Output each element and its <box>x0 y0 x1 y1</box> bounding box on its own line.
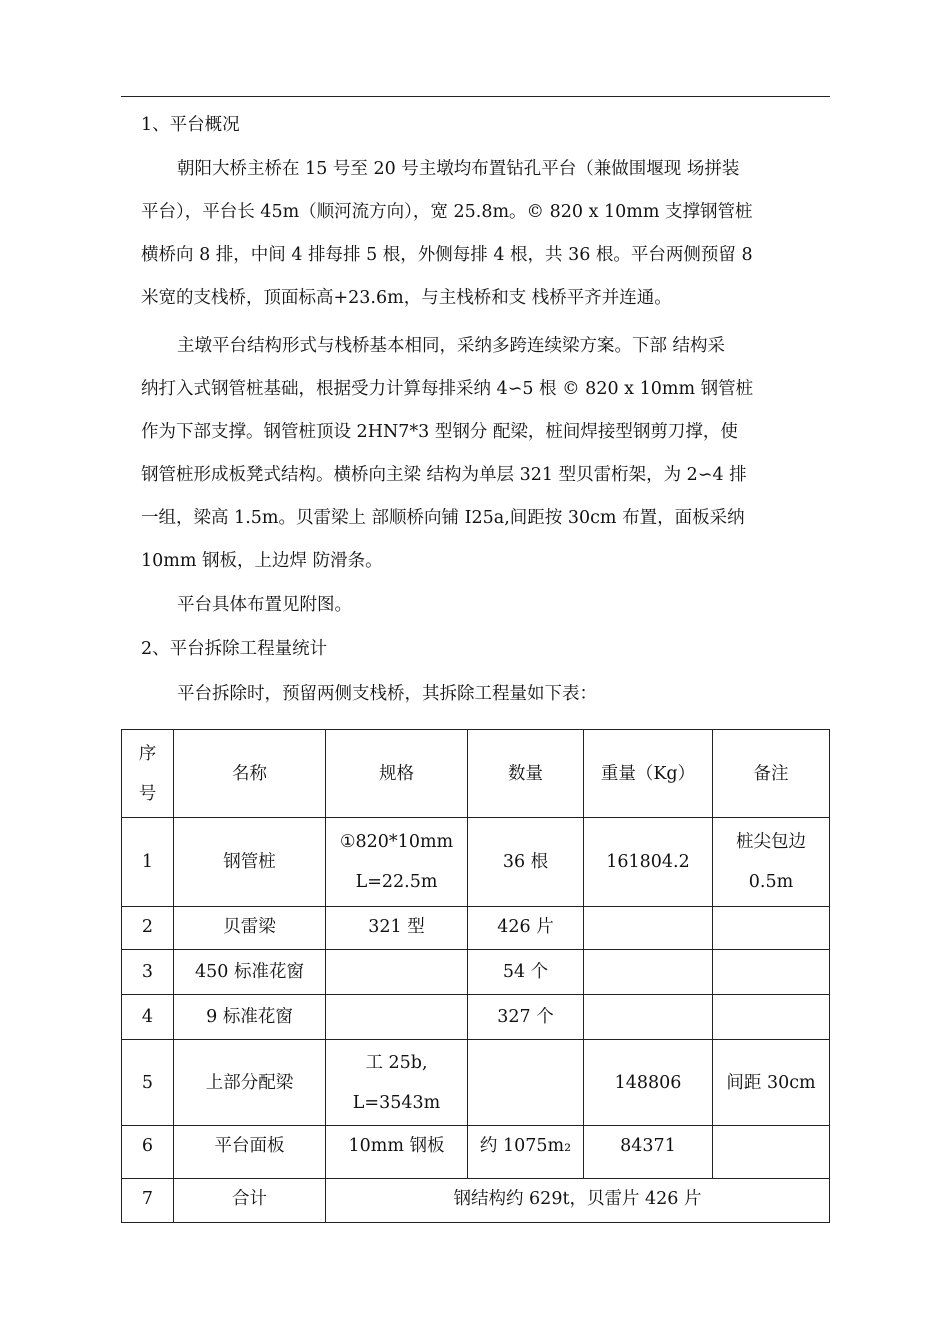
section-1-paragraph-1 <box>141 148 831 320</box>
cell-weight <box>584 995 713 1040</box>
table-row <box>122 1040 830 1126</box>
section-2-heading: 2、平台拆除工程量统计 <box>141 639 328 659</box>
cell-note <box>713 950 830 995</box>
cell-no: 3 <box>122 950 174 995</box>
paragraph-line: 10mm 钢板，上边焊 防滑条。 <box>141 551 383 571</box>
cell-spec-line: L=3543m <box>352 1092 441 1113</box>
cell-spec <box>326 1040 468 1126</box>
paragraph-line: 主墩平台结构形式与栈桥基本相同，采纳多跨连续梁方案。下部 结构采 <box>177 336 726 356</box>
cell-spec <box>326 818 468 907</box>
cell-name: 450 标准花窗 <box>174 950 326 995</box>
cell-no: 1 <box>122 818 174 907</box>
table-row <box>122 1179 830 1223</box>
cell-qty: 约 1075m₂ <box>468 1126 584 1179</box>
cell-no: 5 <box>122 1040 174 1126</box>
cell-name: 上部分配梁 <box>174 1040 326 1126</box>
cell-qty: 327 个 <box>468 995 584 1040</box>
cell-no: 7 <box>122 1179 174 1223</box>
cell-weight <box>584 950 713 995</box>
table-header-row <box>122 730 830 818</box>
cell-spec: 321 型 <box>326 907 468 950</box>
paragraph-line: 米宽的支栈桥，顶面标高+23.6m，与主栈桥和支 栈桥平齐并连通。 <box>141 288 672 308</box>
header-rule <box>121 96 830 97</box>
paragraph-line: 平台），平台长 45m（顺河流方向），宽 25.8m。© 820 x 10mm 支撑钢管桩 <box>141 202 753 222</box>
cell-no: 4 <box>122 995 174 1040</box>
cell-spec-line: ①820*10mm <box>339 832 454 852</box>
cell-weight: 161804.2 <box>584 818 713 907</box>
header-qty: 数量 <box>468 730 584 818</box>
cell-no: 6 <box>122 1126 174 1179</box>
paragraph-line: 朝阳大桥主桥在 15 号至 20 号主墩均布置钻孔平台（兼做围堰现 场拼装 <box>177 159 740 179</box>
table-row <box>122 907 830 950</box>
cell-note <box>713 1126 830 1179</box>
cell-spec: 10mm 钢板 <box>326 1126 468 1179</box>
table-row <box>122 995 830 1040</box>
cell-weight <box>584 907 713 950</box>
section-1-paragraph-2 <box>141 325 831 583</box>
cell-note <box>713 907 830 950</box>
cell-name: 合计 <box>174 1179 326 1223</box>
header-no-line: 序 <box>138 743 157 764</box>
cell-name: 平台面板 <box>174 1126 326 1179</box>
cell-spec-line: 工 25b, <box>365 1052 428 1073</box>
quantity-table <box>121 729 830 1223</box>
cell-no: 2 <box>122 907 174 950</box>
cell-qty: 36 根 <box>468 818 584 907</box>
cell-spec-line: L=22.5m <box>355 872 438 892</box>
section-1-paragraph-3: 平台具体布置见附图。 <box>177 595 352 615</box>
header-no-line: 号 <box>138 783 157 804</box>
header-no <box>122 730 174 818</box>
paragraph-line: 钢管桩形成板凳式结构。横桥向主梁 结构为单层 321 型贝雷桁架，为 2∽4 排 <box>141 465 747 485</box>
cell-note <box>713 818 830 907</box>
cell-name: 9 标准花窗 <box>174 995 326 1040</box>
paragraph-line: 一组，梁高 1.5m。贝雷梁上 部顺桥向铺 I25a,间距按 30cm 布置，面板采纳 <box>141 508 745 528</box>
header-weight: 重量（Kg） <box>584 730 713 818</box>
paragraph-line: 纳打入式钢管桩基础，根据受力计算每排采纳 4∽5 根 © 820 x 10mm 钢管桩 <box>141 379 754 399</box>
cell-note <box>713 995 830 1040</box>
header-name: 名称 <box>174 730 326 818</box>
cell-qty: 426 片 <box>468 907 584 950</box>
header-spec: 规格 <box>326 730 468 818</box>
cell-note: 间距 30cm <box>713 1040 830 1126</box>
cell-qty <box>468 1040 584 1126</box>
section-2-intro: 平台拆除时，预留两侧支栈桥，其拆除工程量如下表： <box>177 684 597 704</box>
cell-qty: 54 个 <box>468 950 584 995</box>
cell-name: 贝雷梁 <box>174 907 326 950</box>
header-note: 备注 <box>713 730 830 818</box>
cell-weight: 84371 <box>584 1126 713 1179</box>
paragraph-line: 作为下部支撑。钢管桩顶设 2HN7*3 型钢分 配梁，桩间焊接型钢剪刀撑，使 <box>141 422 738 442</box>
cell-weight: 148806 <box>584 1040 713 1126</box>
cell-note-line: 0.5m <box>748 872 794 892</box>
cell-spec <box>326 995 468 1040</box>
cell-name: 钢管桩 <box>174 818 326 907</box>
cell-spec <box>326 950 468 995</box>
table-row <box>122 818 830 907</box>
paragraph-line: 横桥向 8 排，中间 4 排每排 5 根，外侧每排 4 根，共 36 根。平台两侧预留 8 <box>141 245 753 265</box>
table-row <box>122 1126 830 1179</box>
cell-note-line: 桩尖包边 <box>736 832 806 852</box>
cell-summary: 钢结构约 629t，贝雷片 426 片 <box>326 1179 830 1223</box>
section-1-heading: 1、平台概况 <box>141 115 240 135</box>
table-row <box>122 950 830 995</box>
